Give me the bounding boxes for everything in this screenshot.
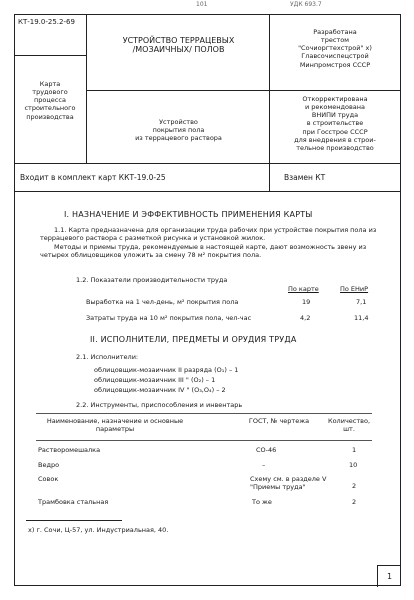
corrected-block [271, 95, 399, 152]
table-header-gost: ГОСТ, № чертежа [248, 417, 310, 425]
perf-row-enir: 7,1 [356, 298, 367, 306]
developer-line: трестом [320, 36, 350, 45]
section-2-para-2: 2.2. Инструменты, приспособления и инвентарь [76, 401, 243, 409]
card-type-block [16, 80, 84, 121]
section-1-para-2: Методы и приемы труда, рекомендуемые в настоящей карте, дают возможность звену из четырех облицовщиков уложить за смену 78 м² покрытия пола. [40, 243, 367, 260]
corrected-line: ВНИПИ труда [311, 111, 359, 120]
perf-row-card: 4,2 [300, 314, 311, 322]
table-cell-name: Трамбовка стальная [38, 498, 109, 506]
corrected-line: в строительстве [306, 119, 364, 128]
table-cell-gost: – [262, 461, 266, 469]
developer-line: Разработана [313, 28, 357, 36]
table-cell-qty: 2 [352, 498, 357, 506]
card-code: КТ-19.0-25.2-69 [18, 18, 75, 26]
subtitle-line: из террацевого раствора [135, 134, 222, 143]
corrected-line: и рекомендована [305, 103, 365, 112]
table-header-name: Наименование, назначение и основные параметры [46, 417, 184, 434]
page-number: 1 [377, 565, 401, 587]
developer-line: "Сочиоргтехстрой" х) [298, 44, 372, 53]
corrected-line: Откорректирована [302, 95, 368, 103]
corrected-line: тельное производство [296, 143, 374, 152]
section-1-para-1: 1.1. Карта предназначена для организации труда рабочих при устройстве покрытия пола из террацевого раствора с разметкой рисунка и установкой жилок. [40, 226, 377, 243]
developer-block [271, 28, 399, 69]
section-2-heading: II. ИСПОЛНИТЕЛИ, ПРЕДМЕТЫ И ОРУДИЯ ТРУДА [90, 335, 297, 344]
card-type-line: процесса [34, 96, 66, 105]
table-cell-qty: 1 [352, 446, 357, 454]
table-cell-gost: То же [252, 498, 272, 506]
developer-line: Главсочиспецстрой [301, 52, 369, 61]
grid-line [86, 14, 87, 163]
section-1-heading: I. НАЗНАЧЕНИЕ И ЭФФЕКТИВНОСТЬ ПРИМЕНЕНИЯ КАРТЫ [64, 210, 313, 219]
table-cell-gost: Схему см. в разделе V "Приемы труда" [250, 475, 327, 492]
table-cell-qty: 10 [349, 461, 358, 469]
udk-code: УДК 693.7 [290, 1, 322, 8]
replaces-card: Взамен КТ [284, 173, 326, 182]
grid-line [86, 90, 401, 91]
subtitle-line: покрытия пола [152, 126, 205, 135]
grid-line [269, 14, 270, 163]
table-cell-name: Ведро [38, 461, 60, 469]
card-type-line: трудового [32, 88, 68, 97]
card-type-line: строительного [24, 104, 76, 113]
table-header-qty: Количество, шт. [327, 417, 371, 434]
col-by-card: По карте [288, 285, 319, 293]
section-1-para-3: 1.2. Показатели производительности труда [76, 276, 228, 284]
included-in-set: Входит в комплект карт ККТ-19.0-25 [20, 173, 166, 182]
footnote-separator [26, 520, 122, 521]
card-type-line: производства [26, 112, 74, 121]
perf-row-label: Затраты труда на 10 м² покрытия пола, чел-час [86, 314, 252, 322]
main-title [96, 36, 261, 54]
title-line-2: /МОЗАИЧНЫХ/ ПОЛОВ [132, 45, 225, 54]
page-top-number: 101 [196, 1, 208, 8]
worker-line: облицовщик-мозаичник IV " (О₃,О₄) – 2 [94, 386, 226, 394]
table-line [36, 440, 372, 441]
col-by-enir: По ЕНиР [340, 285, 369, 293]
worker-line: облицовщик-мозаичник II разряда (О₁) – 1 [94, 366, 239, 374]
perf-row-label: Выработка на 1 чел-день, м² покрытия пола [86, 298, 239, 306]
table-cell-name: Совок [38, 475, 59, 483]
section-2-para-1: 2.1. Исполнители: [76, 353, 139, 361]
developer-line: Минпромстроя СССР [299, 60, 371, 69]
grid-line [14, 191, 401, 192]
grid-line [14, 163, 401, 164]
corrected-line: для внедрения в строи- [294, 135, 376, 144]
corrected-line: при Госстрое СССР [302, 127, 368, 136]
table-line [36, 413, 372, 414]
title-line-1: УСТРОЙСТВО ТЕРРАЦЕВЫХ [122, 36, 235, 45]
card-type-line: Карта [39, 80, 61, 88]
perf-row-enir: 11,4 [354, 314, 369, 322]
perf-row-card: 19 [302, 298, 311, 306]
grid-line [269, 163, 270, 191]
table-cell-name: Растворомешалка [38, 446, 101, 454]
subtitle-block [96, 118, 261, 142]
worker-line: облицовщик-мозаичник III " (О₂) – 1 [94, 376, 216, 384]
subtitle-line: Устройство [159, 118, 198, 126]
grid-line [14, 55, 86, 56]
footnote: х) г. Сочи, Ц-57, ул. Индустриальная, 40. [28, 526, 169, 534]
table-cell-qty: 2 [352, 482, 357, 490]
table-cell-gost: СО-46 [256, 446, 277, 454]
